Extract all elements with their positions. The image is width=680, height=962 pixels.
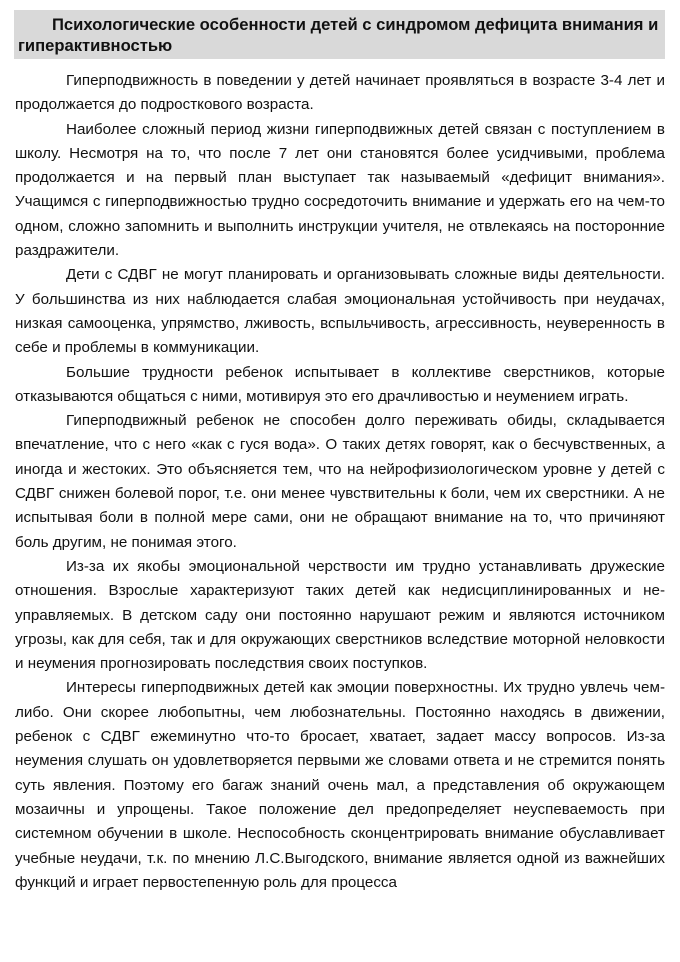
section-title-banner — [14, 10, 665, 59]
paragraph: Из-за их якобы эмоциональной черствости им трудно устанавливать дружеские отношения. Взрослые характеризуют таких детей как недисциплинированных и неуправляемых. В детском саду они постоянно нарушают режим и являются источником угрозы, как для себя, так и для окружающих сверстников вследствие моторной неловкости и неумения прогнозировать последствия своих поступков. — [15, 557, 665, 673]
body-text — [15, 69, 665, 895]
paragraph: Дети с СДВГ не могут планировать и организовывать сложные виды деятельности. У большинства из них наблюдается слабая эмоциональная устойчивость при неудачах, низкая самооценка, упрямство, лживость, вспыльчивость, агрессивность, неуверенность в себе и проблемы в коммуникации. — [15, 266, 665, 357]
section-title: Психологические особенности детей с синдромом дефицита внимания и гиперактивностью — [18, 15, 659, 55]
paragraph: Большие трудности ребенок испытывает в коллективе сверстников, которые отказываются общаться с ними, мотивируя это его драчливостью и неумением играть. — [15, 363, 665, 405]
paragraph: Наиболее сложный период жизни гиперподвижных детей связан с поступлением в школу. Несмотря на то, что после 7 лет они становятся более усидчивыми, проблема продолжается и на первый план выступает так называемый «дефицит внимания». Учащимся с гиперподвижностью трудно сосредоточить внимание и удержать его на чем-то одном, сложно запомнить и выполнить инструкции учителя, не отвлекаясь на посторонние раздражители. — [15, 120, 665, 260]
paragraph: Гиперподвижность в поведении у детей начинает проявляться в возрасте 3-4 лет и продолжается до подросткового возраста. — [15, 72, 665, 114]
paragraph: Интересы гиперподвижных детей как эмоции поверхностны. Их трудно увлечь чем-либо. Они скорее любопытны, чем любознательны. Постоянно находясь в движении, ребенок с СДВГ ежеминутно что-то бросает, хватает, задает массу вопросов. Из-за неумения слушать он удовлетворяется первыми же словами ответа и не стремится понять суть явления. Поэтому его багаж знаний очень мал, а представления об окружающем мозаичны и упрощены. Такое положение дел предопределяет неуспеваемость при системном обучении в школе. Неспособность сконцентрировать внимание обуславливает учебные неудачи, т.к. по мнению Л.С.Выгодского, внимание является одной из важнейших функций и играет первостепенную роль для процесса — [15, 679, 665, 891]
paragraph: Гиперподвижный ребенок не способен долго переживать обиды, складывается впечатление, что с него «как с гуся вода». О таких детях говорят, как о бесчувственных, а иногда и жестоких. Это объясняется тем, что на нейрофизиологическом уровне у детей с СДВГ снижен болевой порог, т.е. они менее чувствительны к боли, чем их сверстники. А не испытывая боли в полной мере сами, они не обращают внимание на то, что причиняют боль другим, не понимая этого. — [15, 412, 665, 551]
